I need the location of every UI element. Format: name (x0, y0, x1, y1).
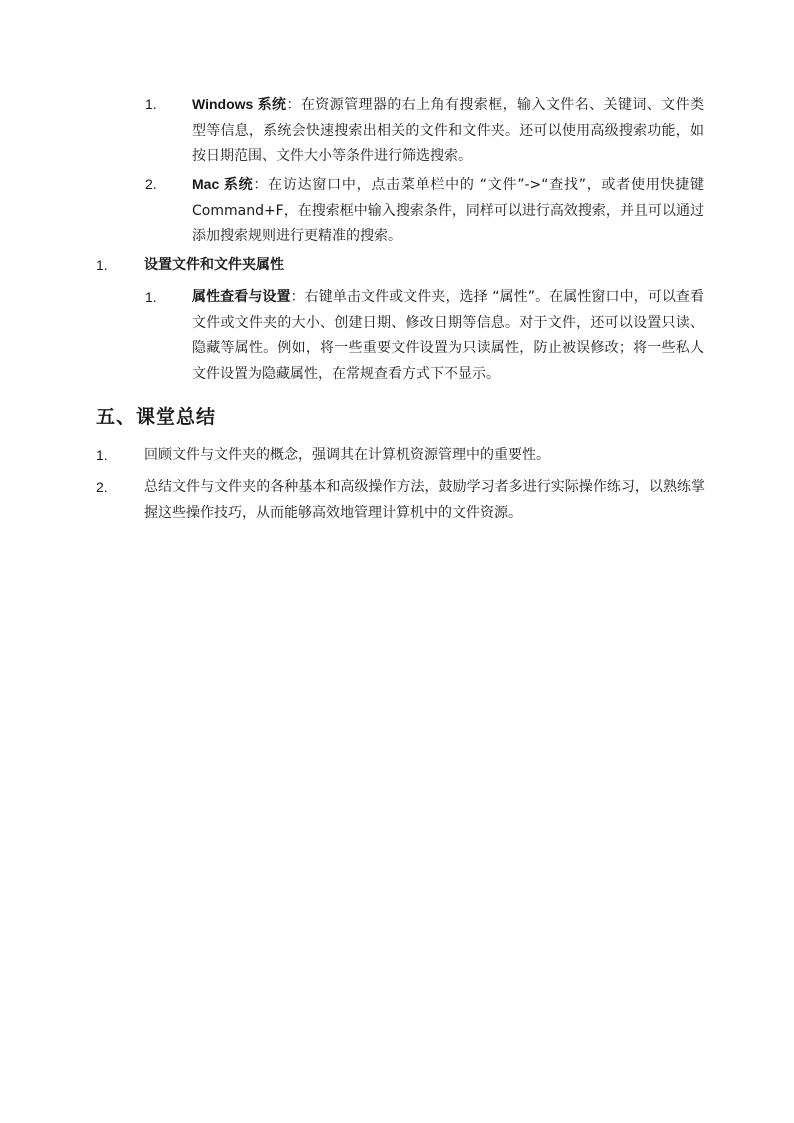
list-item-description: ：在资源管理器的右上角有搜索框，输入文件名、关键词、文件类型等信息，系统会快速搜索出相关的文件和文件夹。还可以使用高级搜索功能，如按日期范围、文件大小等条件进行筛选搜索。 (192, 97, 705, 164)
list-item-description: 回顾文件与文件夹的概念，强调其在计算机资源管理中的重要性。 (144, 447, 550, 463)
list-item-description: 总结文件与文件夹的各种基本和高级操作方法，鼓励学习者多进行实际操作练习，以熟练掌握这些操作技巧，从而能够高效地管理计算机中的文件资源。 (144, 479, 705, 521)
list-item-title: 设置文件和文件夹属性 (144, 257, 284, 273)
list-item-description: ：在访达窗口中，点击菜单栏中的 “文件”->“查找”，或者使用快捷键 Command+F，在搜索框中输入搜索条件，同样可以进行高效搜索，并且可以通过添加搜索规则进行更精准的搜索。 (192, 177, 705, 244)
list-item-description: ：右键单击文件或文件夹，选择 “属性”。在属性窗口中，可以查看文件或文件夹的大小、创建日期、修改日期等信息。对于文件，还可以设置只读、隐藏等属性。例如，将一些重要文件设置为只读属性，防止被误修改；将一些私人文件设置为隐藏属性，在常规查看方式下不显示。 (192, 289, 704, 382)
list-item-title: Mac 系统 (192, 176, 254, 192)
list-number: 1. (96, 447, 108, 463)
list-number: 1. (145, 96, 157, 112)
list-item-text (192, 172, 704, 250)
list-number: 1. (145, 289, 157, 305)
section-heading: 五、课堂总结 (96, 406, 217, 428)
list-item-text (192, 285, 704, 387)
list-item-title: 属性查看与设置 (192, 289, 291, 305)
list-item-title: Windows 系统 (192, 96, 287, 112)
list-number: 1. (96, 257, 108, 273)
list-number: 2. (145, 176, 157, 192)
list-number: 2. (96, 479, 108, 495)
list-item-text (192, 92, 704, 170)
